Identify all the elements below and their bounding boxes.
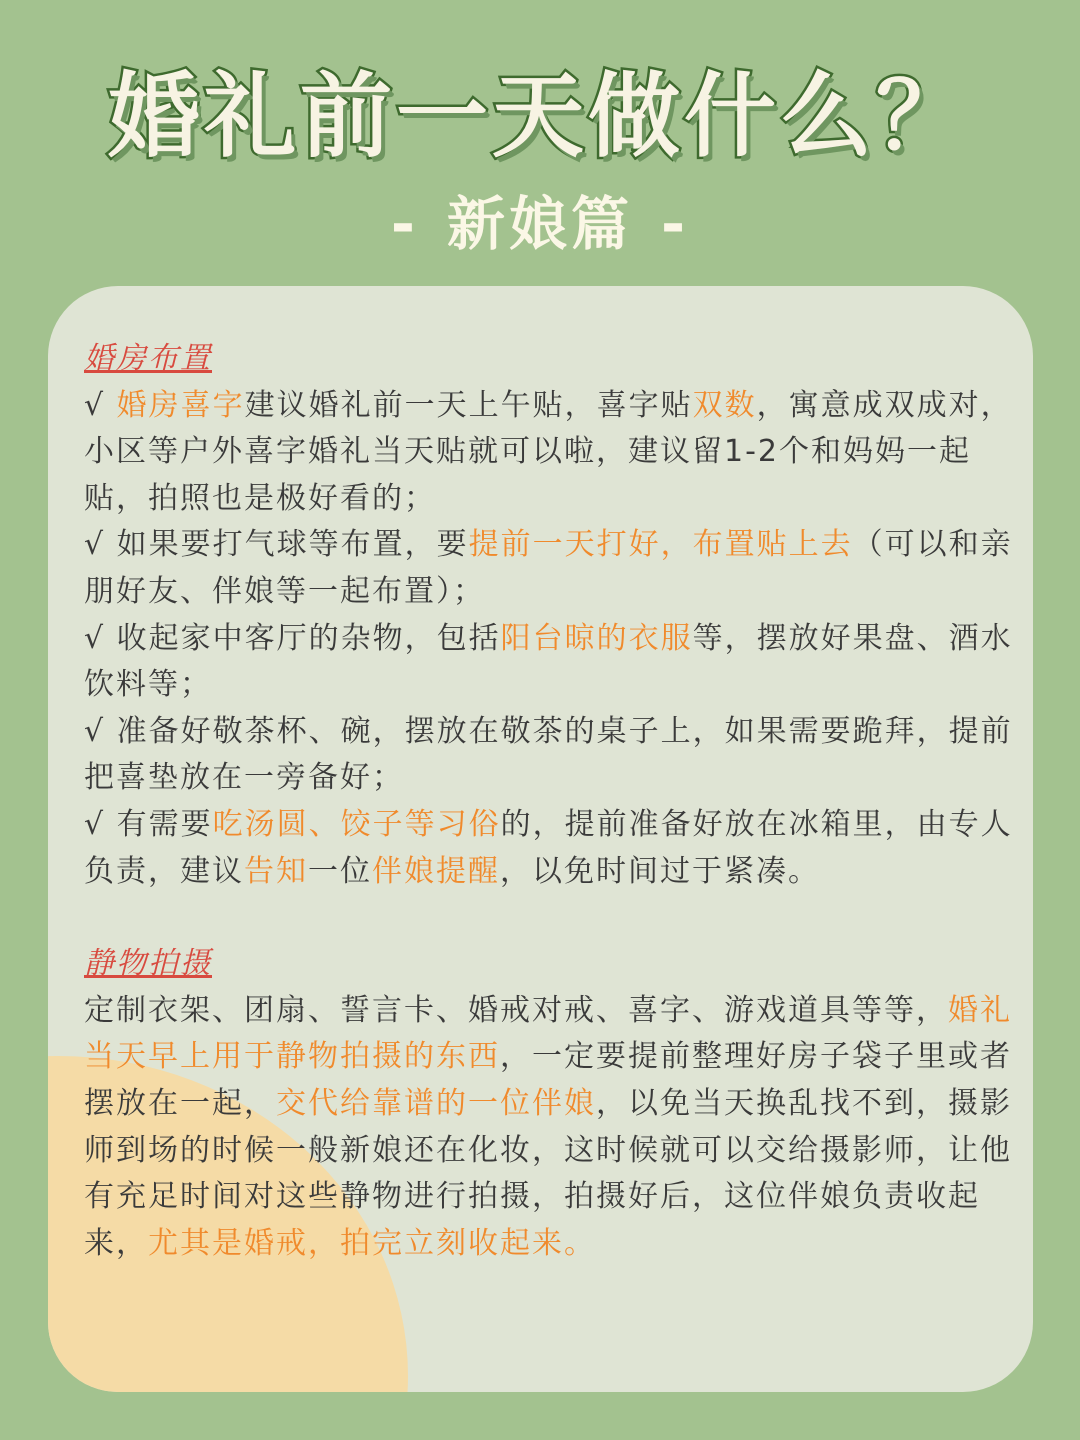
subtitle-text: 新娘篇 bbox=[446, 190, 633, 258]
highlight-text: 伴娘提醒 bbox=[372, 853, 500, 889]
content-card bbox=[48, 286, 1033, 1392]
page-subtitle bbox=[0, 186, 1080, 262]
body-text: ，寓意成双成对，小区等户外喜字婚礼当天贴就可以啦，建议留1-2个和妈妈一起贴，拍照也是极好看的； bbox=[84, 387, 1013, 516]
highlight-text: 尤其是婚戒，拍完立刻收起来。 bbox=[148, 1225, 596, 1261]
body-text: 定制衣架、团扇、誓言卡、婚戒对戒、喜字、游戏道具等等， bbox=[84, 992, 948, 1028]
section-paragraph bbox=[84, 616, 1014, 709]
section-paragraph bbox=[84, 988, 1014, 1268]
body-text: （可以和亲朋好友、伴娘等一起布置）； bbox=[84, 527, 1013, 609]
highlight-text: 交代给靠谱的一位伴娘 bbox=[276, 1085, 596, 1121]
body-text: ，以免时间过于紧凑。 bbox=[500, 853, 820, 889]
body-text: √ bbox=[84, 387, 117, 423]
subtitle-dash-right: - bbox=[661, 190, 690, 258]
body-text: ，一定要提前整理好房子袋子里或者摆放在一起， bbox=[84, 1039, 1012, 1121]
page-title: 婚礼前一天做什么？ bbox=[107, 63, 972, 170]
section-paragraph bbox=[84, 709, 1014, 802]
body-text: 的，提前准备好放在冰箱里，由专人负责，建议 bbox=[84, 806, 1013, 889]
section-paragraph bbox=[84, 802, 1014, 895]
body-text: 等，摆放好果盘、酒水饮料等； bbox=[84, 620, 1013, 703]
section-heading: 静物拍摄 bbox=[84, 946, 212, 982]
body-text: 一位 bbox=[308, 853, 372, 889]
highlight-text: 吃汤圆、饺子等习俗 bbox=[212, 806, 501, 842]
card-content bbox=[84, 336, 1014, 1267]
section-paragraph bbox=[84, 383, 1014, 523]
body-text: √ 如果要打气球等布置，要 bbox=[84, 527, 469, 563]
section-heading: 婚房布置 bbox=[84, 341, 212, 376]
body-text: √ 准备好敬茶杯、碗，摆放在敬茶的桌子上，如果需要跪拜，提前把喜垫放在一旁备好； bbox=[84, 713, 1013, 796]
highlight-text: 阳台晾的衣服 bbox=[500, 620, 693, 656]
section-gap bbox=[84, 895, 1014, 941]
section-paragraph bbox=[84, 522, 1014, 615]
body-text: 建议婚礼前一天上午贴，喜字贴 bbox=[244, 387, 693, 423]
body-text: √ 有需要 bbox=[84, 806, 213, 842]
highlight-text: 婚礼当天早上用于静物拍摄的东西 bbox=[84, 992, 1012, 1075]
subtitle-dash-left: - bbox=[390, 190, 419, 258]
highlight-text: 提前一天打好，布置贴上去 bbox=[468, 527, 853, 563]
highlight-text: 婚房喜字 bbox=[116, 387, 245, 423]
body-text: √ 收起家中客厅的杂物，包括 bbox=[84, 620, 501, 656]
body-text: ，以免当天换乱找不到，摄影师到场的时候一般新娘还在化妆，这时候就可以交给摄影师，让他有充足时间对这些静物进行拍摄，拍摄好后，这位伴娘负责收起来， bbox=[84, 1085, 1012, 1261]
highlight-text: 告知 bbox=[244, 853, 308, 889]
highlight-text: 双数 bbox=[692, 387, 757, 423]
